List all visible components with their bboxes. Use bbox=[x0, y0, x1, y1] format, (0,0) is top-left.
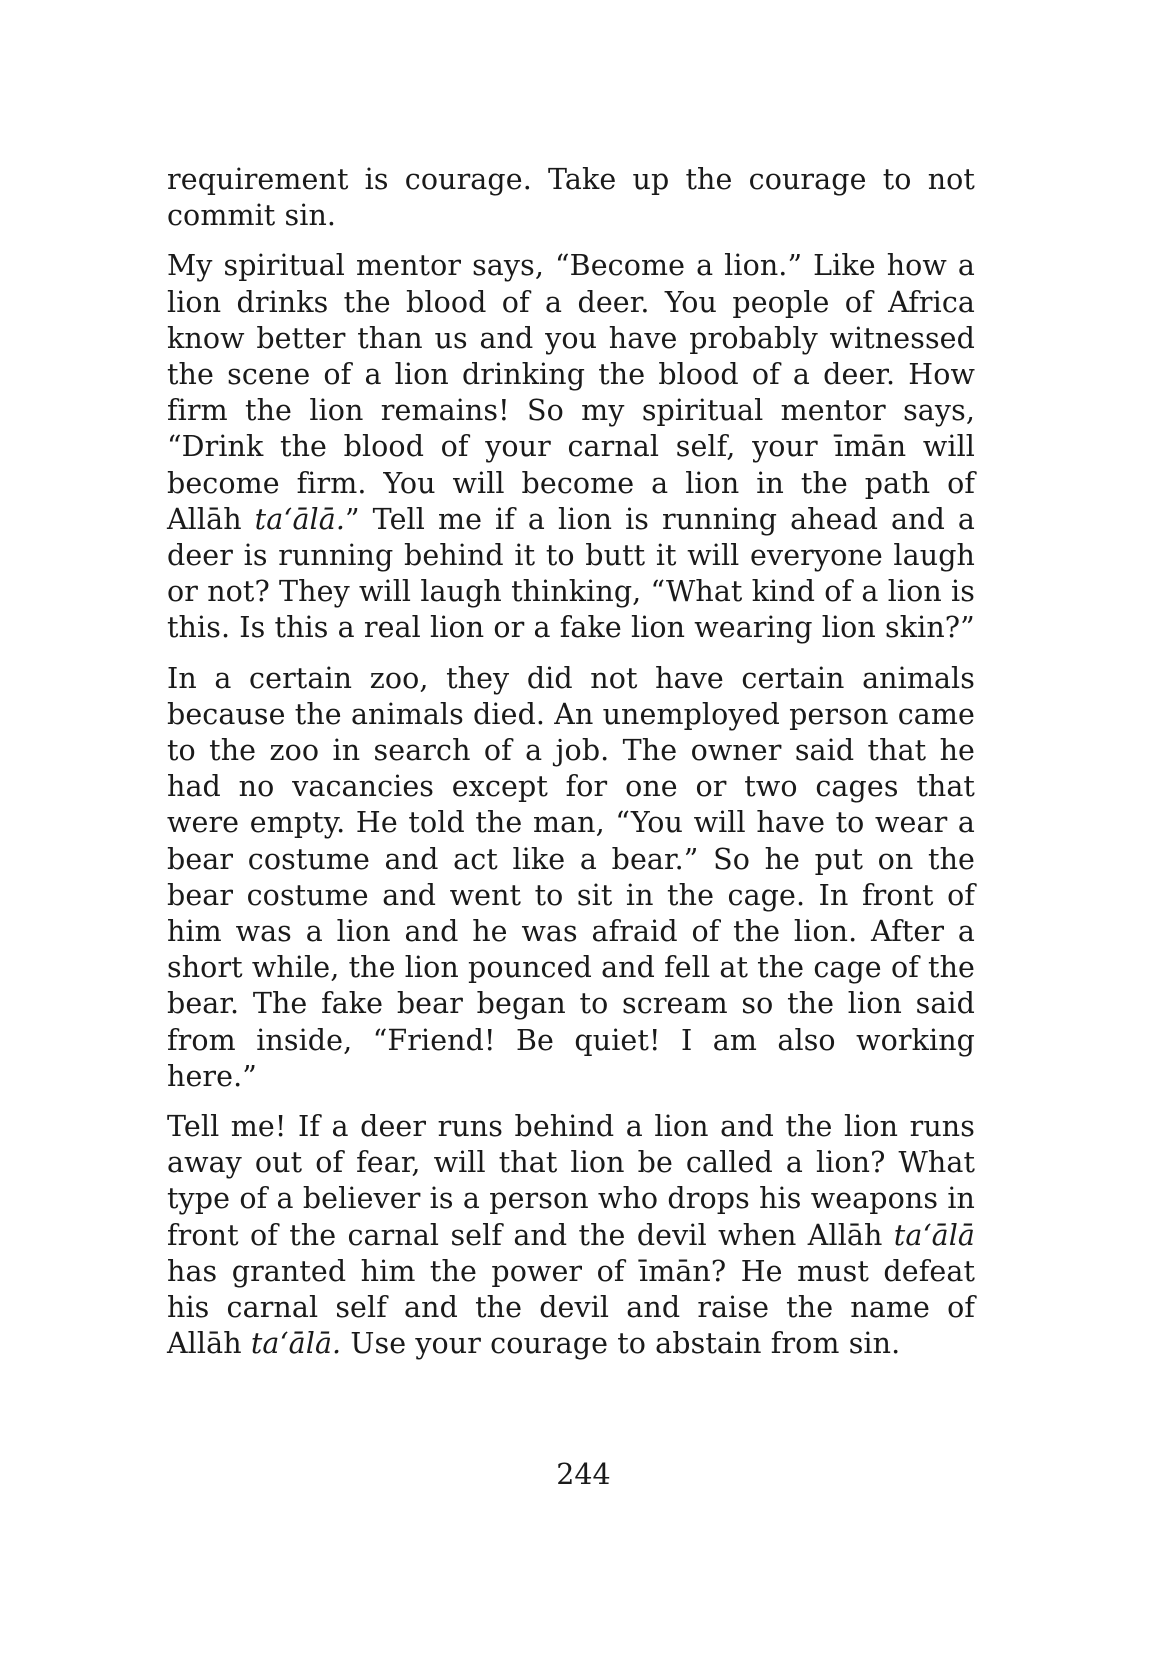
paragraph-text: In a certain zoo, they did not have certain animals because the animals died. An unemployed person came to the zoo in search of a job. The owner said that he had no vacancies except for one or two cages that were empty. He told the man, “You will have to wear a bear costume and act like a bear.” So he put on the bear costume and went to sit in the cage. In front of him was a lion and he was afraid of the lion. After a short while, the lion pounced and fell at the cage of the bear. The fake bear began to scream so the lion said from inside, “Friend! Be quiet! I am also working here.” bbox=[167, 661, 975, 1093]
paragraph-text: Use your courage to abstain from sin. bbox=[341, 1327, 901, 1361]
paragraph bbox=[167, 661, 975, 1095]
page-number: 244 bbox=[556, 1458, 611, 1491]
paragraph-text: has granted him the power of īmān? He must defeat his carnal self and the devil and raise the name of Allāh bbox=[167, 1254, 975, 1361]
paragraph bbox=[167, 248, 975, 646]
paragraph bbox=[167, 1109, 975, 1362]
paragraph-text: My spiritual mentor says, “Become a lion.” Like how a lion drinks the blood of a deer. You people of Africa know better than us and you have probably witnessed the scene of a lion drinking the blood of a deer. How firm the lion remains! So my spiritual mentor says, “Drink the blood of your carnal self, your īmān will become firm. You will become a lion in the path of Allāh bbox=[167, 249, 975, 536]
italic-term: ta‘ālā. bbox=[250, 1327, 342, 1361]
body-text bbox=[167, 162, 975, 1377]
paragraph-text: ” Tell me if a lion is running ahead and a deer is running behind it to butt it will everyone laugh or not? They will laugh thinking, “What kind of a lion is this. Is this a real lion or a fake lion wearing lion skin?” bbox=[167, 502, 975, 645]
paragraph-text: requirement is courage. Take up the courage to not commit sin. bbox=[167, 163, 975, 233]
paragraph-text: Tell me! If a deer runs behind a lion and the lion runs away out of fear, will that lion be called a lion? What type of a believer is a person who drops his weapons in front of the carnal self and the devil when Allāh bbox=[167, 1110, 975, 1252]
italic-term: ta‘ālā bbox=[893, 1218, 975, 1252]
paragraph bbox=[167, 162, 975, 234]
italic-term: ta‘ālā. bbox=[254, 502, 346, 536]
